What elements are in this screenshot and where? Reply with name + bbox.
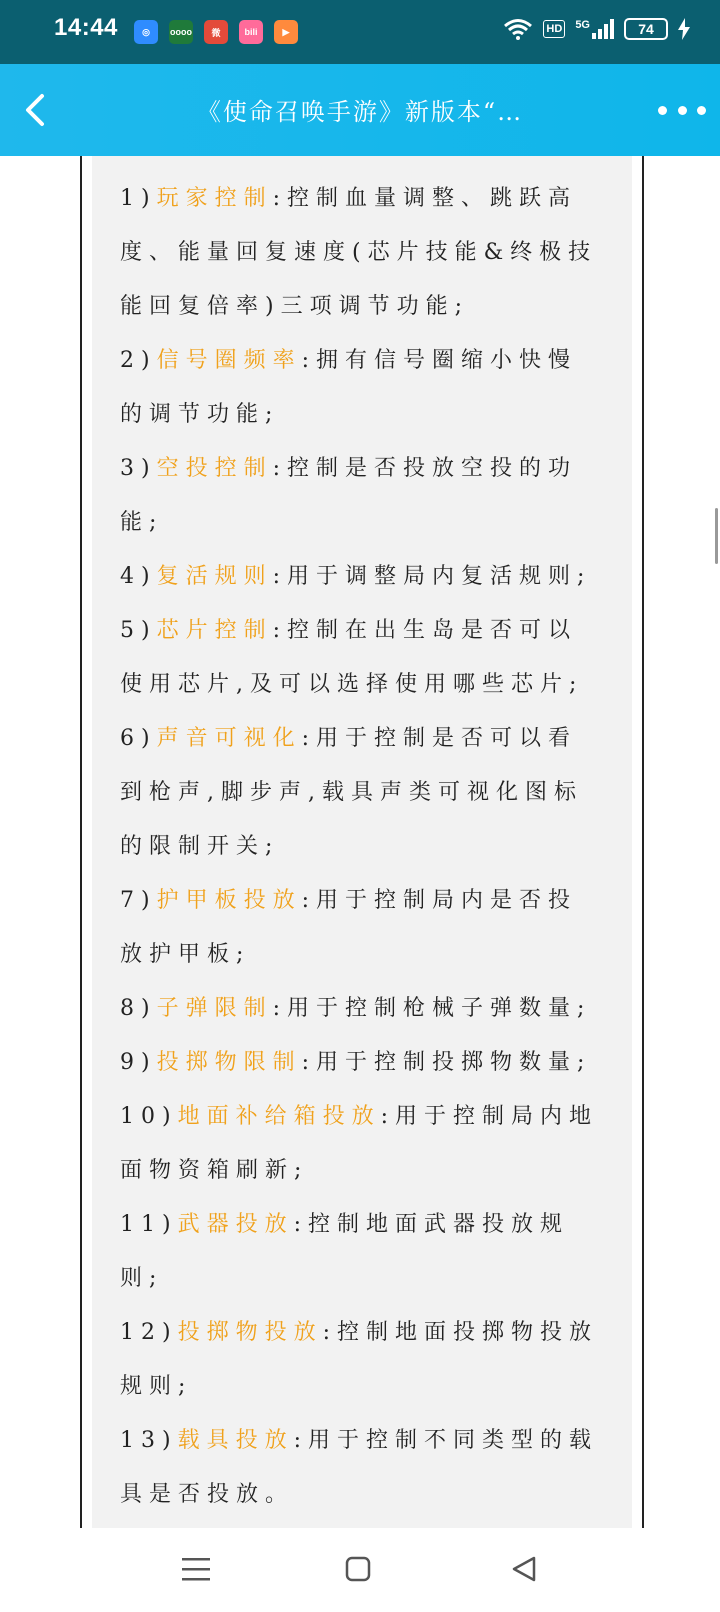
chevron-left-icon [12,86,60,134]
rule-description: :用于控制局内地面物资箱刷新; [120,1104,599,1183]
page-title: 《使命召唤手游》新版本“… [196,98,524,126]
rule-term: 地面补给箱投放 [177,1104,381,1129]
navigation-bar [0,1528,720,1612]
rule-item [120,874,606,982]
rule-item [120,712,606,874]
title-bar [0,64,720,156]
rule-term: 声音可视化 [156,726,302,751]
weibo-icon: 微 [204,20,228,44]
rule-description: :控制地面武器投放规则; [120,1212,570,1291]
rule-description: :控制是否投放空投的功能; [120,456,578,535]
rule-term: 武器投放 [177,1212,294,1237]
rule-number: 4) [120,564,157,589]
rule-number: 5) [120,618,157,643]
rule-number: 11) [120,1212,178,1237]
rule-description: :用于控制枪械子弹数量; [272,996,592,1021]
rule-description: :用于控制不同类型的载具是否投放。 [120,1428,599,1507]
rule-item [120,1198,606,1306]
rule-term: 芯片控制 [156,618,273,643]
status-bar [0,0,720,64]
bilibili-icon: bili [239,20,263,44]
rule-item [120,1036,606,1090]
rule-number: 3) [120,456,157,481]
rule-item [120,1306,606,1414]
notification-icons [134,20,298,44]
article-body [92,156,632,1528]
rule-term: 玩家控制 [156,186,273,211]
baidu-netdisk-icon: ◎ [134,20,158,44]
article-frame [80,156,644,1528]
rule-description: :用于控制是否可以看到枪声,脚步声,载具声类可视化图标的限制开关; [120,726,583,859]
signal-icon [592,19,614,39]
rule-description: :控制地面投掷物投放规则; [120,1320,599,1399]
rule-item [120,334,606,442]
status-indicators [503,18,690,40]
rule-number: 7) [120,888,157,913]
rules-list [120,172,606,1522]
rule-description: :用于控制投掷物数量; [301,1050,592,1075]
charging-icon [678,18,690,40]
hd-badge: HD [543,20,565,38]
rule-term: 复活规则 [156,564,273,589]
rule-number: 1) [120,186,157,211]
back-triangle-icon [510,1555,538,1583]
rule-number: 8) [120,996,157,1021]
back-button[interactable] [12,86,60,134]
rule-number: 13) [120,1428,178,1453]
rule-item [120,442,606,550]
rule-item [120,982,606,1036]
rule-item [120,604,606,712]
rule-description: :用于调整局内复活规则; [272,564,592,589]
game-icon: ▶ [274,20,298,44]
network-label: 5G [575,19,614,39]
rule-number: 2) [120,348,157,373]
rule-number: 6) [120,726,157,751]
rule-number: 9) [120,1050,157,1075]
battery-indicator: 74 [624,18,668,40]
menu-icon [182,1556,210,1582]
rule-term: 护甲板投放 [156,888,302,913]
home-square-icon [345,1556,371,1582]
rule-term: 载具投放 [177,1428,294,1453]
rule-term: 空投控制 [156,456,273,481]
rule-term: 子弹限制 [156,996,273,1021]
rule-description: :拥有信号圈缩小快慢的调节功能; [120,348,578,427]
home-button[interactable] [338,1552,378,1586]
menu-button[interactable] [176,1552,216,1586]
rule-number: 12) [120,1320,178,1345]
rule-item [120,1414,606,1522]
status-time: 14:44 [54,14,118,41]
back-nav-button[interactable] [504,1552,544,1586]
rule-item [120,172,606,334]
rule-item [120,1090,606,1198]
rule-number: 10) [120,1104,178,1129]
rule-description: :控制在出生岛是否可以使用芯片,及可以选择使用哪些芯片; [120,618,584,697]
more-options-button[interactable] [658,94,706,126]
rule-term: 投掷物投放 [177,1320,323,1345]
scrollbar[interactable] [715,508,718,564]
wechat-pay-icon: oooo [169,20,193,44]
rule-item [120,550,606,604]
rule-term: 信号圈频率 [156,348,302,373]
rule-description: :控制血量调整、跳跃高度、能量回复速度(芯片技能&终极技能回复倍率)三项调节功能; [120,186,598,319]
more-dots-icon [658,106,667,115]
rule-term: 投掷物限制 [156,1050,302,1075]
wifi-icon [503,18,533,40]
rule-description: :用于控制局内是否投放护甲板; [120,888,578,967]
